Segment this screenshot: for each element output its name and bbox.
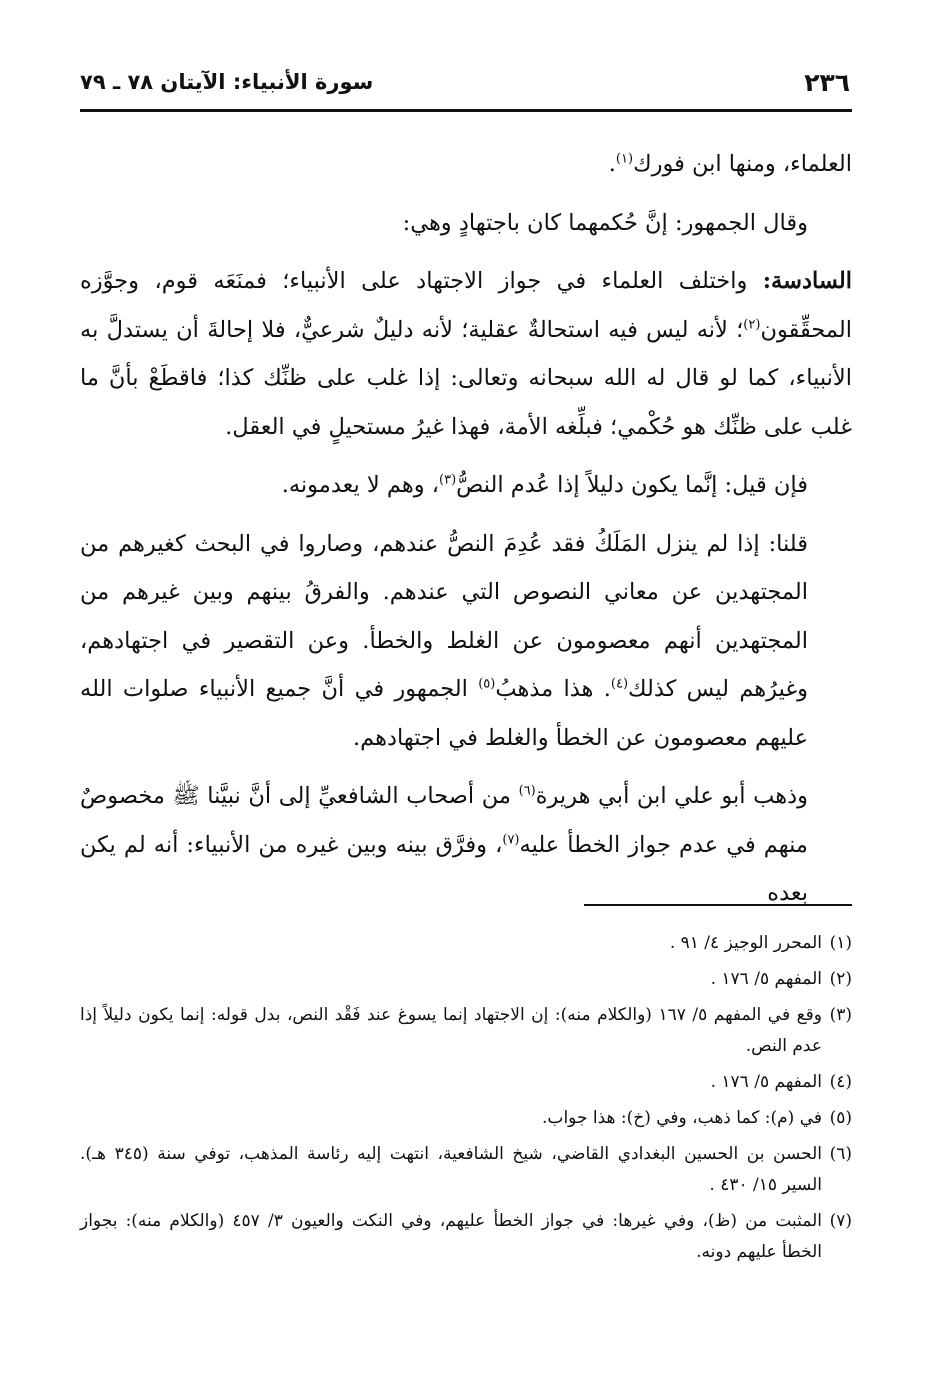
footnote-ref-5: (٥) xyxy=(478,676,496,692)
footnotes xyxy=(80,928,852,1273)
paragraph-5: قلنا: إذا لم ينزل المَلَكُ فقد عُدِمَ النصُّ عندهم، وصاروا في البحث كغيرهم من المجتهدين عن معاني النصوص التي عندهم. والفرقُ بينهم وبين غيرهم من المجتهدين أنهم معصومون عن الغلط والخطأ. وعن التقصير في اجتهادهم، وغيرُهم ليس كذلك$^{(٤)}$. هذا مذهبُ$^{(٥)}$ الجمهور في أنَّ جميع الأنبياء صلوات الله عليهم معصومون عن الخطأ والغلط في اجتهادهم. xyxy=(80,530,808,751)
footnote-2: (٢)المفهم ٥/ ١٧٦ . xyxy=(710,969,852,989)
footnote-3: (٣)وقع في المفهم ٥/ ١٦٧ (والكلام منه): إن الاجتهاد إنما يسوغ عند فَقْد النص، بدل قوله: إنما يكون دليلاً إذا عدم النص. xyxy=(80,1005,852,1056)
paragraph-2: وقال الجمهور: إنَّ حُكمهما كان باجتهادٍ وهي: xyxy=(402,209,808,236)
section-lead: السادسة: xyxy=(762,268,852,294)
footnote-ref-1: (١) xyxy=(615,151,634,167)
main-text xyxy=(80,140,852,918)
footnote-ref-2: (٢) xyxy=(743,317,761,332)
page-header xyxy=(80,66,850,102)
footnote-ref-3: (٣) xyxy=(439,472,457,488)
footnote-1: (١)المحرر الوجيز ٤/ ٩١ . xyxy=(669,933,852,953)
footnote-6: (٦)الحسن بن الحسين البغدادي القاضي، شيخ الشافعية، انتهت إليه رئاسة المذهب، توفي سنة (٣٤٥ هـ). السير ١٥/ ٤٣٠ . xyxy=(80,1144,853,1195)
paragraph-1: العلماء، ومنها ابن فورك$^{(١)}$. xyxy=(608,151,852,177)
footnote-ref-7: (٧) xyxy=(502,832,520,847)
footnote-7: (٧)المثبت من (ظ)، وفي غيرها: في جواز الخطأ عليهم، وفي النكت والعيون ٣/ ٤٥٧ (والكلام منه): بجواز الخطأ عليهم دونه. xyxy=(80,1211,852,1262)
footnote-separator xyxy=(584,904,852,906)
page-number: ٢٣٦ xyxy=(804,68,850,97)
paragraph-3: السادسة: واختلف العلماء في جواز الاجتهاد على الأنبياء؛ فمنَعَه قوم، وجوَّزه المحقِّقون$^{(٢)}$؛ لأنه ليس فيه استحالةٌ عقلية؛ لأنه دليلٌ شرعيٌّ، فلا إحالةَ أن يستدلَّ به الأنبياء، كما لو قال له الله سبحانه وتعالى: إذا غلب على ظنِّك كذا؛ فاقطَعْ بأنَّ ما غلب على ظنِّك هو حُكْمي؛ فبلِّغه الأمة، فهذا غيرُ مستحيلٍ في العقل. xyxy=(80,268,852,440)
footnote-5: (٥)في (م): كما ذهب، وفي (خ): هذا جواب. xyxy=(542,1108,852,1128)
footnote-ref-4: (٤) xyxy=(610,676,629,692)
header-rule xyxy=(80,109,852,112)
running-title: سورة الأنبياء: الآيتان ٧٨ ـ ٧٩ xyxy=(80,70,374,94)
footnote-4: (٤)المفهم ٥/ ١٧٦ . xyxy=(710,1072,852,1092)
footnote-ref-6: (٦) xyxy=(518,783,536,799)
paragraph-4: فإن قيل: إنَّما يكون دليلاً إذا عُدم النصُّ$^{(٣)}$، وهم لا يعدمونه. xyxy=(281,472,808,498)
paragraph-6: وذهب أبو علي ابن أبي هريرة$^{(٦)}$ من أصحاب الشافعيِّ إلى أنَّ نبيَّنا ﷺ مخصوصٌ منهم في عدم جواز الخطأ عليه$^{(٧)}$، وفرَّق بينه وبين غيره من الأنبياء: أنه لم يكن بعده xyxy=(80,783,808,906)
